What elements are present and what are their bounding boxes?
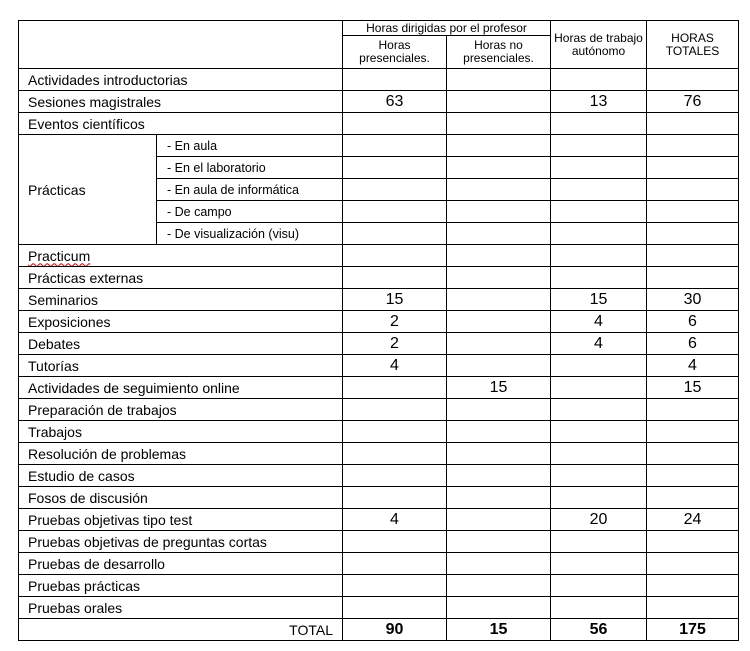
total-cell [647,245,739,267]
total-presenciales: 90 [343,619,447,641]
hours-table [18,20,739,641]
activity-label [19,267,343,289]
total-cell [647,531,739,553]
header-no-presenciales-cell [447,36,551,69]
autonomo-cell [551,531,647,553]
autonomo-cell [551,201,647,223]
practicas-sub-label: - En aula de informática [157,179,343,201]
header-presenciales-label: Horas presenciales. [359,38,430,65]
activity-label [19,311,343,333]
autonomo-cell [551,355,647,377]
no-presenciales-cell [447,575,551,597]
total-no-presenciales: 15 [447,619,551,641]
header-group-cell [343,21,551,36]
autonomo-cell [551,399,647,421]
presenciales-cell [343,465,447,487]
practicas-sub-label: - De campo [157,201,343,223]
presenciales-cell [343,443,447,465]
no-presenciales-cell [447,267,551,289]
no-presenciales-cell [447,157,551,179]
autonomo-cell [551,597,647,619]
presenciales-cell [343,267,447,289]
total-row [19,619,739,641]
autonomo-cell: 15 [551,289,647,311]
table-row [19,575,739,597]
table-row [19,465,739,487]
total-cell: 76 [647,91,739,113]
total-cell [647,201,739,223]
total-cell: 4 [647,355,739,377]
total-cell: 6 [647,333,739,355]
activity-label [19,509,343,531]
presenciales-cell [343,575,447,597]
activity-label-text: Seminarios [28,291,99,308]
activity-label-text: Pruebas objetivas tipo test [28,511,193,528]
presenciales-cell [343,487,447,509]
autonomo-cell: 20 [551,509,647,531]
autonomo-cell [551,443,647,465]
activity-label [19,487,343,509]
table-row [19,597,739,619]
activity-label-text: Prácticas externas [28,269,144,286]
no-presenciales-cell [447,399,551,421]
practicas-sub-label: - En aula [157,135,343,157]
header-group-label: Horas dirigidas por el profesor [366,20,527,35]
table-row [19,553,739,575]
activity-label-text: Actividades introductorias [28,71,188,88]
total-cell [647,179,739,201]
activity-label-text: Pruebas de desarrollo [28,555,165,572]
total-cell [647,553,739,575]
autonomo-cell [551,575,647,597]
table-row [19,135,739,157]
autonomo-cell [551,487,647,509]
activity-label-text: Fosos de discusión [28,489,148,506]
table-row [19,113,739,135]
activity-label [19,465,343,487]
activity-label [19,245,343,267]
presenciales-cell [343,135,447,157]
autonomo-cell [551,157,647,179]
total-label: TOTAL [19,619,343,641]
presenciales-cell [343,245,447,267]
header-row-1 [19,21,739,36]
header-totales-cell [647,21,739,69]
autonomo-cell: 4 [551,311,647,333]
total-cell [647,267,739,289]
presenciales-cell [343,69,447,91]
presenciales-cell [343,157,447,179]
no-presenciales-cell [447,487,551,509]
table-row [19,333,739,355]
no-presenciales-cell [447,289,551,311]
activity-label [19,377,343,399]
no-presenciales-cell [447,179,551,201]
autonomo-cell [551,377,647,399]
table-row [19,509,739,531]
activity-label-text: Tutorías [28,357,79,374]
no-presenciales-cell [447,91,551,113]
no-presenciales-cell [447,135,551,157]
activity-label [19,597,343,619]
table-row [19,311,739,333]
no-presenciales-cell: 15 [447,377,551,399]
total-autonomo: 56 [551,619,647,641]
autonomo-cell [551,69,647,91]
activity-label-text: Resolución de problemas [28,445,186,462]
activity-label-text: Pruebas objetivas de preguntas cortas [28,533,267,550]
no-presenciales-cell [447,69,551,91]
presenciales-cell: 2 [343,311,447,333]
header-totales-label: HORAS TOTALES [665,30,720,58]
autonomo-cell [551,135,647,157]
presenciales-cell: 4 [343,509,447,531]
activity-label [19,355,343,377]
no-presenciales-cell [447,509,551,531]
presenciales-cell [343,179,447,201]
total-cell: 15 [647,377,739,399]
header-autonomo-label: Horas de trabajo autónomo [554,30,643,58]
activity-label-text: Eventos científicos [28,115,145,132]
presenciales-cell [343,597,447,619]
no-presenciales-cell [447,355,551,377]
total-cell: 6 [647,311,739,333]
total-cell [647,575,739,597]
no-presenciales-cell [447,465,551,487]
activity-label-text: Practicum [28,247,91,264]
table-row [19,91,739,113]
practicas-sub-label: - De visualización (visu) [157,223,343,245]
table-row [19,421,739,443]
activity-label-text: Pruebas prácticas [28,577,141,594]
no-presenciales-cell [447,531,551,553]
autonomo-cell [551,179,647,201]
table-row [19,355,739,377]
no-presenciales-cell [447,245,551,267]
table-row [19,399,739,421]
table-row [19,267,739,289]
total-cell [647,597,739,619]
autonomo-cell [551,267,647,289]
total-cell [647,69,739,91]
activity-label-text: Pruebas orales [28,599,123,616]
table-row [19,531,739,553]
activity-label-text: Estudio de casos [28,467,135,484]
presenciales-cell: 63 [343,91,447,113]
hours-table-container [18,20,738,641]
presenciales-cell [343,201,447,223]
activity-label-text: Sesiones magistrales [28,93,162,110]
total-cell [647,399,739,421]
activity-label [19,289,343,311]
total-cell [647,465,739,487]
total-cell [647,157,739,179]
header-autonomo-cell [551,21,647,69]
autonomo-cell [551,465,647,487]
activity-label [19,443,343,465]
presenciales-cell: 15 [343,289,447,311]
autonomo-cell [551,421,647,443]
autonomo-cell [551,245,647,267]
no-presenciales-cell [447,201,551,223]
activity-label-text: Preparación de trabajos [28,401,177,418]
total-grand: 175 [647,619,739,641]
presenciales-cell [343,531,447,553]
presenciales-cell [343,553,447,575]
total-cell [647,223,739,245]
autonomo-cell: 4 [551,333,647,355]
autonomo-cell [551,223,647,245]
total-cell [647,487,739,509]
table-row [19,69,739,91]
activity-label [19,333,343,355]
activity-label-text: Exposiciones [28,313,111,330]
practicas-group-label: Prácticas [19,135,157,245]
header-presenciales-cell [343,36,447,69]
activity-label-text: Debates [28,335,81,352]
presenciales-cell: 4 [343,355,447,377]
no-presenciales-cell [447,553,551,575]
table-row [19,443,739,465]
total-cell [647,443,739,465]
no-presenciales-cell [447,333,551,355]
total-cell: 24 [647,509,739,531]
activity-label [19,91,343,113]
activity-label [19,113,343,135]
no-presenciales-cell [447,113,551,135]
total-cell [647,421,739,443]
autonomo-cell: 13 [551,91,647,113]
total-cell: 30 [647,289,739,311]
header-corner-cell [19,21,343,69]
total-cell [647,113,739,135]
activity-label [19,531,343,553]
no-presenciales-cell [447,311,551,333]
activity-label [19,69,343,91]
autonomo-cell [551,113,647,135]
presenciales-cell [343,399,447,421]
presenciales-cell [343,421,447,443]
presenciales-cell: 2 [343,333,447,355]
practicas-sub-label: - En el laboratorio [157,157,343,179]
activity-label [19,421,343,443]
activity-label [19,553,343,575]
table-row [19,245,739,267]
header-no-presenciales-label: Horas no presenciales. [463,38,534,65]
table-row [19,487,739,509]
no-presenciales-cell [447,597,551,619]
presenciales-cell [343,223,447,245]
table-row [19,377,739,399]
no-presenciales-cell [447,443,551,465]
activity-label-text: Trabajos [28,423,82,440]
presenciales-cell [343,113,447,135]
no-presenciales-cell [447,421,551,443]
presenciales-cell [343,377,447,399]
activity-label [19,575,343,597]
activity-label [19,399,343,421]
activity-label-text: Actividades de seguimiento online [28,379,240,396]
no-presenciales-cell [447,223,551,245]
table-row [19,289,739,311]
autonomo-cell [551,553,647,575]
total-cell [647,135,739,157]
